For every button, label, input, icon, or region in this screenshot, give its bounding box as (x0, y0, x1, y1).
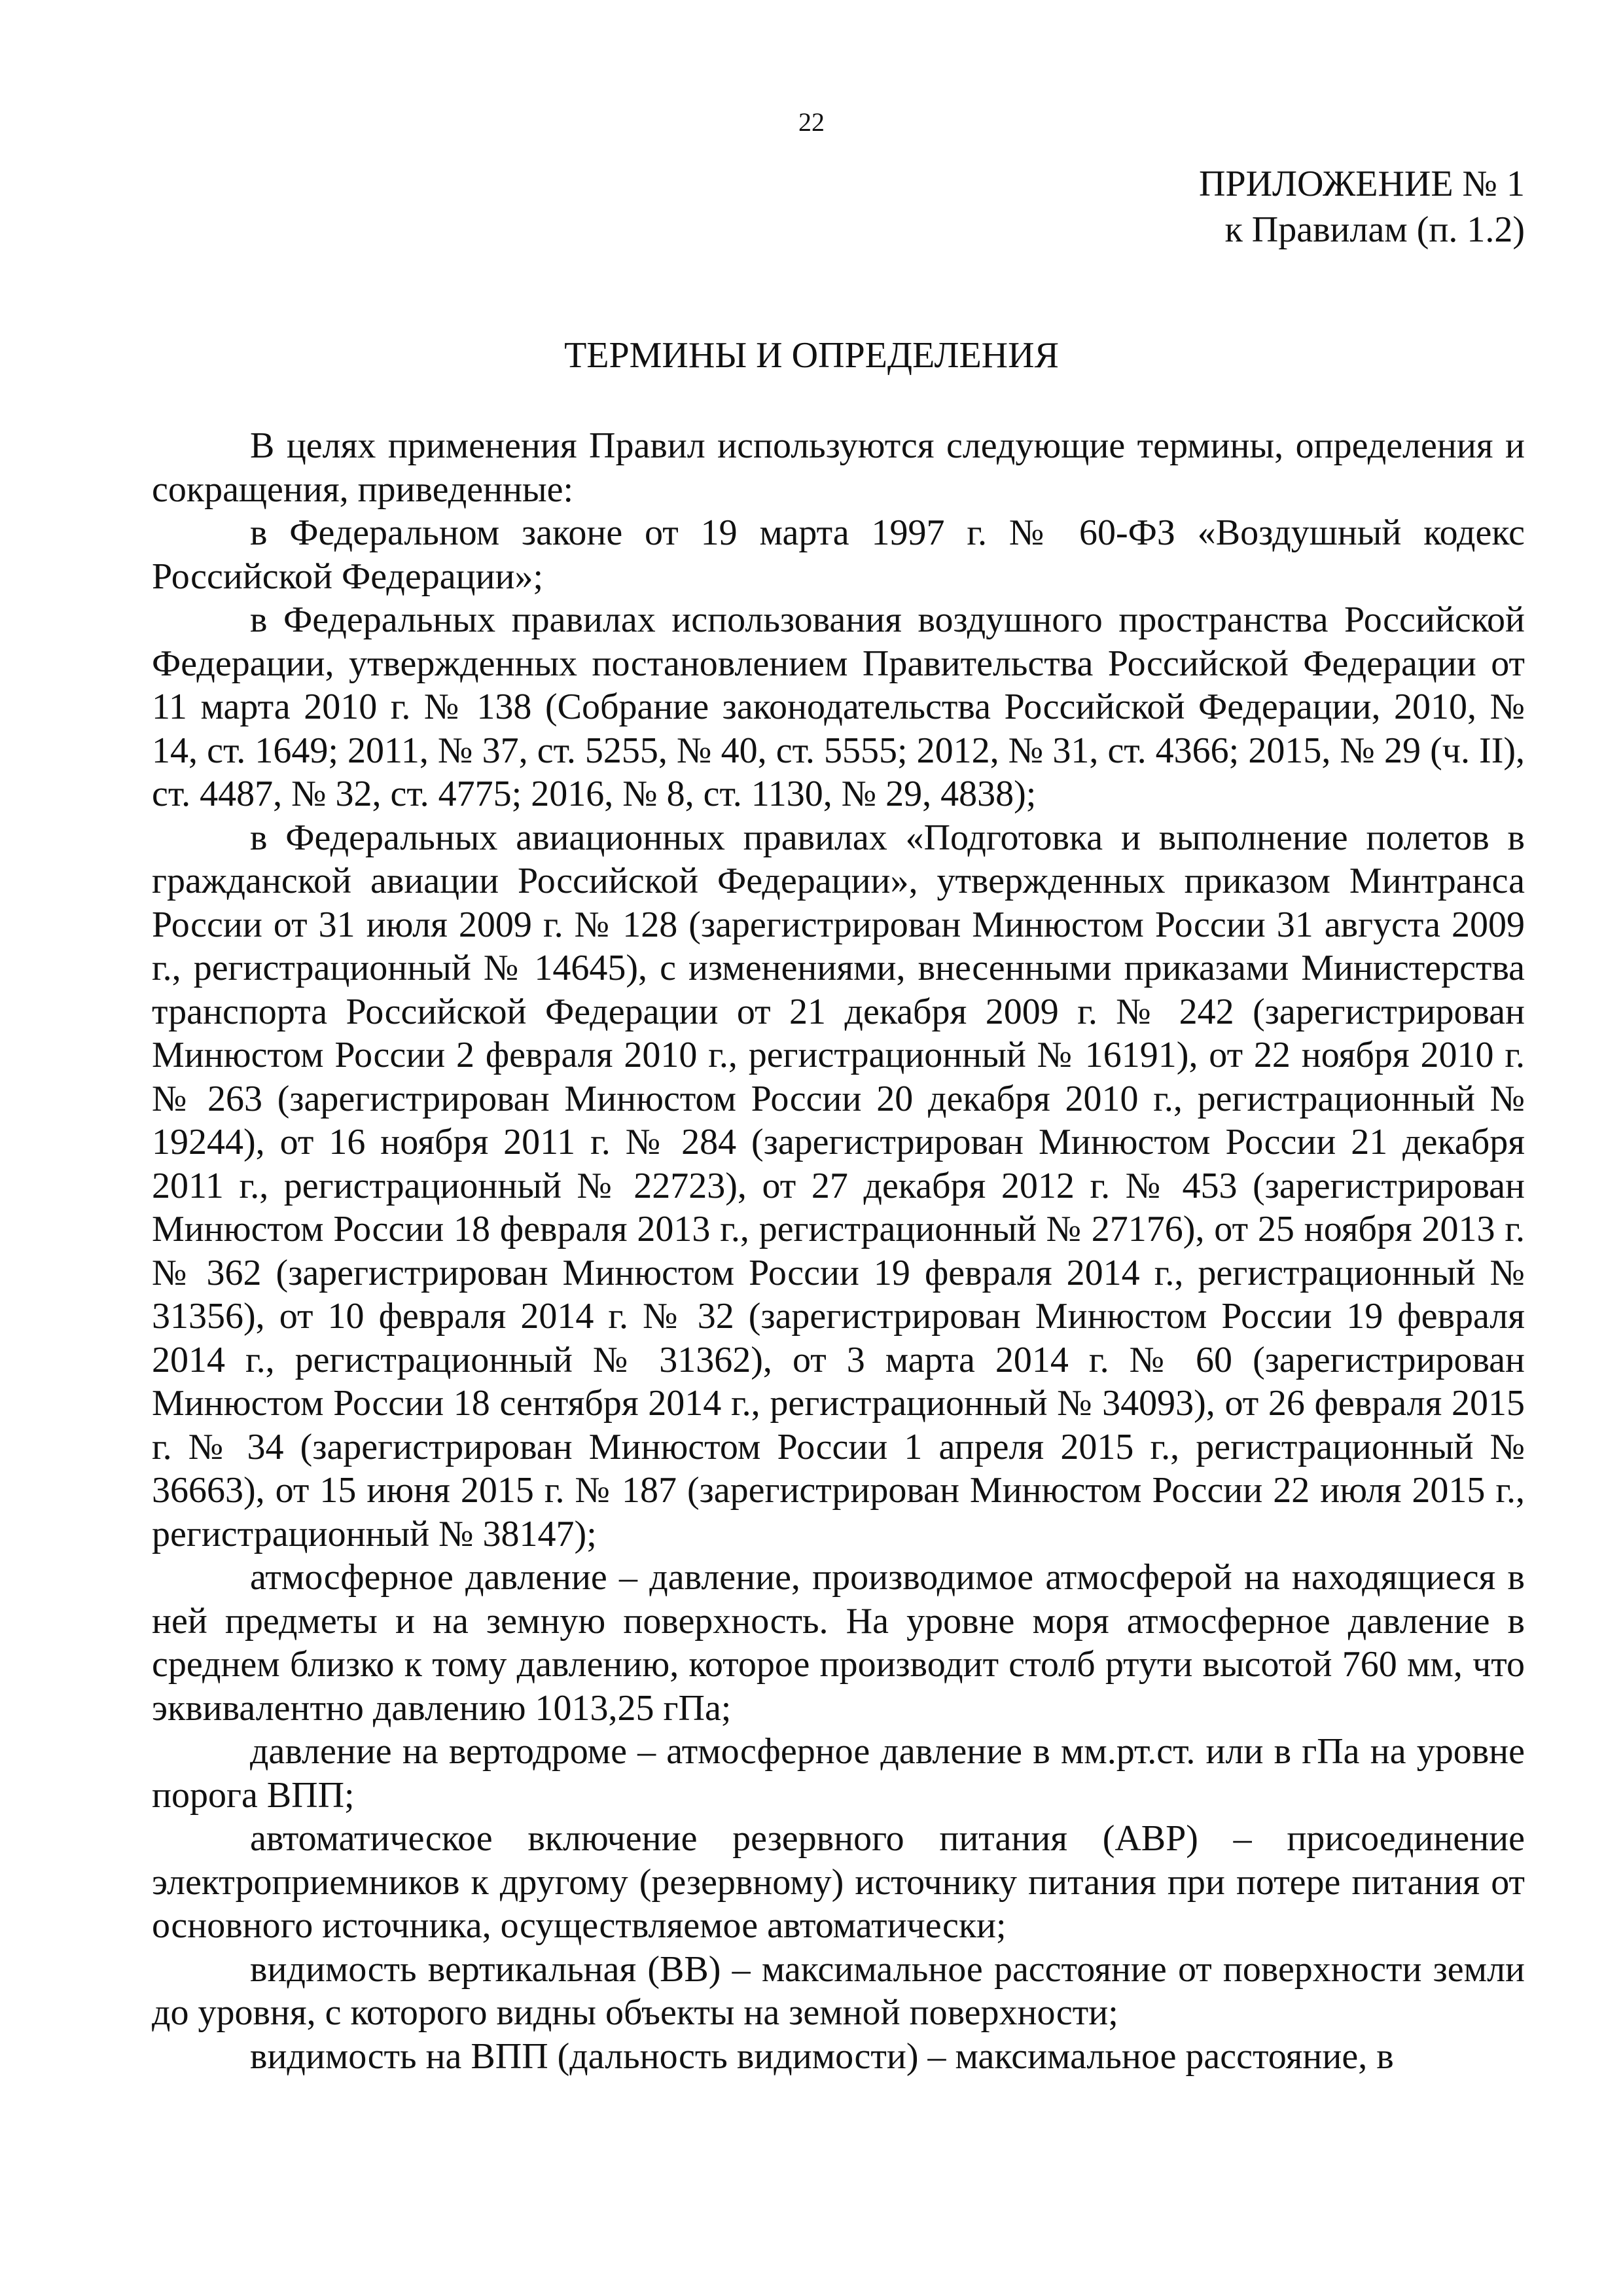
document-body (152, 424, 1525, 2078)
document-title: ТЕРМИНЫ И ОПРЕДЕЛЕНИЯ (564, 335, 1059, 376)
paragraph-avr: автоматическое включение резервного питания (АВР) – присоединение электроприемников к другому (резервному) источнику питания при потере питания от основного источника, осуществляемое автоматически; (152, 1818, 1525, 1946)
paragraph-atmospheric-pressure: атмосферное давление – давление, производимое атмосферой на находящиеся в ней предметы и на земную поверхность. На уровне моря атмосферное давление в среднем близко к тому давлению, которое производит столб ртути высотой 760 мм, что эквивалентно давлению 1013,25 гПа; (152, 1557, 1525, 1729)
paragraph-aviation-rules: в Федеральных авиационных правилах «Подготовка и выполнение полетов в гражданской авиации Российской Федерации», утвержденных приказом Минтранса России от 31 июля 2009 г. № 128 (зарегистрирован Минюстом России 31 августа 2009 г., регистрационный № 14645), с изменениями, внесенными приказами Министерства транспорта Российской Федерации от 21 декабря 2009 г. № 242 (зарегистрирован Минюстом России 2 февраля 2010 г., регистрационный № 16191), от 22 ноября 2010 г. № 263 (зарегистрирован Минюстом России 20 декабря 2010 г., регистрационный № 19244), от 16 ноября 2011 г. № 284 (зарегистрирован Минюстом России 21 декабря 2011 г., регистрационный № 22723), от 27 декабря 2012 г. № 453 (зарегистрирован Минюстом России 18 февраля 2013 г., регистрационный № 27176), от 25 ноября 2013 г. № 362 (зарегистрирован Минюстом России 19 февраля 2014 г., регистрационный № 31356), от 10 февраля 2014 г. № 32 (зарегистрирован Минюстом России 19 февраля 2014 г., регистрационный № 31362), от 3 марта 2014 г. № 60 (зарегистрирован Минюстом России 18 сентября 2014 г., регистрационный № 34093), от 26 февраля 2015 г. № 34 (зарегистрирован Минюстом России 1 апреля 2015 г., регистрационный № 36663), от 15 июня 2015 г. № 187 (зарегистрирован Минюстом России 22 июля 2015 г., регистрационный № 38147); (152, 817, 1525, 1554)
appendix-number: ПРИЛОЖЕНИЕ № 1 (1199, 164, 1525, 204)
paragraph-intro: В целях применения Правил используются следующие термины, определения и сокращения, приведенные: (152, 425, 1525, 510)
appendix-reference: к Правилам (п. 1.2) (1224, 209, 1525, 250)
paragraph-vertical-visibility: видимость вертикальная (ВВ) – максимальное расстояние от поверхности земли до уровня, с которого видны объекты на земной поверхности; (152, 1948, 1525, 2033)
appendix-header (1199, 161, 1525, 253)
page-number: 22 (798, 107, 825, 137)
paragraph-runway-visibility: видимость на ВПП (дальность видимости) – максимальное расстояние, в (250, 2036, 1394, 2077)
paragraph-air-code: в Федеральном законе от 19 марта 1997 г. № 60-ФЗ «Воздушный кодекс Российской Федерации»; (152, 512, 1525, 597)
paragraph-heliport-pressure: давление на вертодроме – атмосферное давление в мм.рт.ст. или в гПа на уровне порога ВПП; (152, 1731, 1525, 1816)
paragraph-airspace-rules: в Федеральных правилах использования воздушного пространства Российской Федерации, утвержденных постановлением Правительства Российской Федерации от 11 марта 2010 г. № 138 (Собрание законодательства Российской Федерации, 2010, № 14, ст. 1649; 2011, № 37, ст. 5255, № 40, ст. 5555; 2012, № 31, ст. 4366; 2015, № 29 (ч. II), ст. 4487, № 32, ст. 4775; 2016, № 8, ст. 1130, № 29, 4838); (152, 600, 1525, 814)
